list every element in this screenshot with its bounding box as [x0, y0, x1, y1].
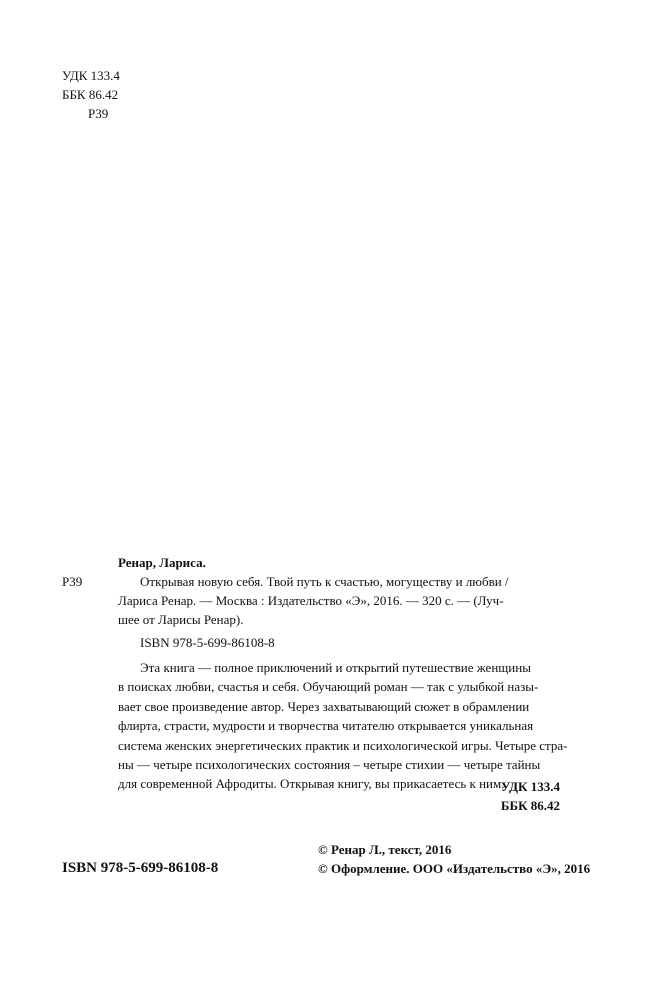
annotation-line: флирта, страсти, мудрости и творчества читателю открывается уникальная [118, 718, 534, 734]
catalog-header [62, 66, 120, 123]
bbk-code: ББК 86.42 [62, 87, 119, 102]
record-title [118, 572, 560, 629]
record-author: Ренар, Лариса. [118, 555, 206, 570]
copyright-block [318, 840, 590, 878]
footer-codes [501, 777, 560, 815]
author-mark: Р39 [88, 106, 109, 121]
annotation-line: в поисках любви, счастья и себя. Обучающий роман — так с улыбкой назы- [118, 679, 539, 695]
record-title-line: шее от Ларисы Ренар). [118, 612, 244, 627]
footer-bbk: ББК 86.42 [500, 798, 560, 813]
isbn-large: ISBN 978-5-699-86108-8 [62, 860, 219, 876]
record-title-line: Открывая новую себя. Твой путь к счастью, могуществу и любви / [140, 574, 509, 589]
annotation-line: для современной Афродиты. Открывая книгу, вы прикасаетесь к ним. [118, 776, 505, 792]
annotation-line: система женских энергетических практик и психологической игры. Четыре стра- [118, 737, 568, 753]
annotation-line: Эта книга — полное приключений и открытий путешествие женщины [140, 660, 531, 675]
annotation-line: вает свое произведение автор. Через захватывающий сюжет в обрамлении [118, 698, 530, 714]
record-side-mark: Р39 [62, 574, 83, 589]
footer-udk: УДК 133.4 [500, 779, 560, 794]
copyright-text: © Ренар Л., текст, 2016 [318, 842, 452, 857]
copyright-design: © Оформление. ООО «Издательство «Э», 2016 [318, 861, 591, 876]
udk-code: УДК 133.4 [62, 68, 120, 83]
record-isbn: ISBN 978-5-699-86108-8 [140, 635, 275, 650]
annotation-line: ны — четыре психологических состояния – четыре стихии — четыре тайны [118, 757, 541, 773]
annotation [118, 658, 568, 794]
record-title-line: Лариса Ренар. — Москва : Издательство «Э», 2016. — 320 с. — (Луч- [118, 593, 504, 608]
